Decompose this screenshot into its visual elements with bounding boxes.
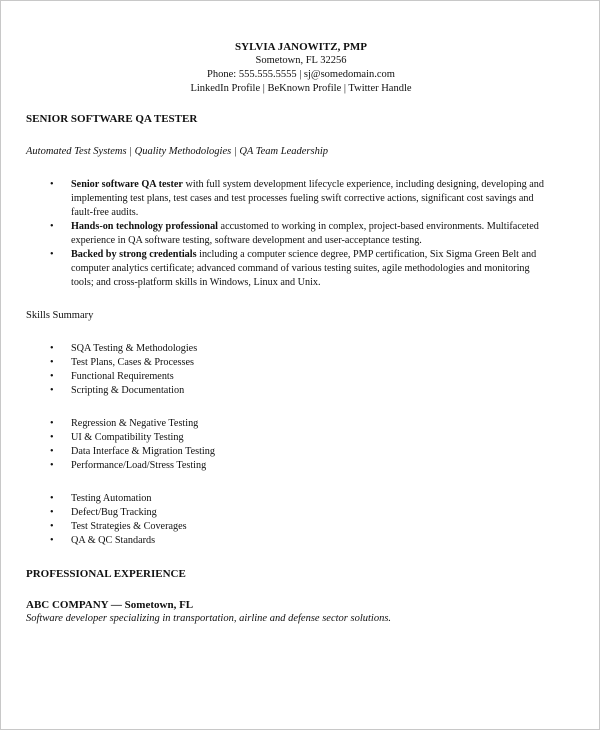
skills-group-3 <box>26 492 187 548</box>
candidate-contact: Phone: 555.555.5555 | sj@somedomain.com <box>207 69 395 80</box>
highlight-lead: Senior software QA tester <box>71 179 183 190</box>
bullet-icon: • <box>50 385 54 396</box>
skill-item: • Defect/Bug Tracking <box>50 507 157 518</box>
highlight-text: accustomed to working in complex, project-based environments. Multifaceted experience in QA software testing, software development and user-acceptance testing. <box>71 221 539 246</box>
skill-item: • QA & QC Standards <box>50 535 156 546</box>
skill-item: • Functional Requirements <box>50 371 174 382</box>
skill-item: • Test Plans, Cases & Processes <box>50 357 194 368</box>
bullet-icon: • <box>50 418 54 429</box>
bullet-icon: • <box>50 179 54 190</box>
company-description: Software developer specializing in transportation, airline and defense sector solutions. <box>26 613 392 624</box>
skill-item: • Scripting & Documentation <box>50 385 185 396</box>
bullet-icon: • <box>50 432 54 443</box>
skill-item: • Data Interface & Migration Testing <box>50 446 215 457</box>
highlight-text: with full system development lifecycle experience, including designing, developing and implementing test plans, test cases and test processes fueling swift corrective actions, significant cost savings and fault-free audits. <box>71 179 544 218</box>
highlight-item <box>26 178 546 220</box>
candidate-profiles: LinkedIn Profile | BeKnown Profile | Twitter Handle <box>190 83 412 94</box>
skills-summary-label: Skills Summary <box>26 310 94 321</box>
bullet-icon: • <box>50 535 54 546</box>
highlights-list <box>26 178 546 290</box>
bullet-icon: • <box>50 493 54 504</box>
skill-item: • Test Strategies & Coverages <box>50 521 187 532</box>
experience-heading: PROFESSIONAL EXPERIENCE <box>26 568 186 580</box>
bullet-icon: • <box>50 460 54 471</box>
bullet-icon: • <box>50 446 54 457</box>
skill-item: • Regression & Negative Testing <box>50 418 199 429</box>
resume-header <box>1 40 600 96</box>
bullet-icon: • <box>50 507 54 518</box>
candidate-name: SYLVIA JANOWITZ, PMP <box>235 41 367 53</box>
tagline: Automated Test Systems | Quality Methodologies | QA Team Leadership <box>26 146 328 157</box>
bullet-icon: • <box>50 521 54 532</box>
skills-group-1 <box>26 342 197 398</box>
highlight-lead: Backed by strong credentials <box>71 249 197 260</box>
bullet-icon: • <box>50 371 54 382</box>
bullet-icon: • <box>50 221 54 232</box>
highlight-item <box>26 220 546 248</box>
highlight-lead: Hands-on technology professional <box>71 221 218 232</box>
highlight-text: including a computer science degree, PMP certification, Six Sigma Green Belt and computer analytics certificate; advanced command of various testing suites, agile methodologies and monitoring tools; and cross-platform skills in Windows, Linux and Unix. <box>71 249 537 288</box>
candidate-address: Sometown, FL 32256 <box>255 55 347 66</box>
resume-title: SENIOR SOFTWARE QA TESTER <box>26 113 198 125</box>
bullet-icon: • <box>50 249 54 260</box>
skills-group-2 <box>26 417 215 473</box>
bullet-icon: • <box>50 357 54 368</box>
company-name: ABC COMPANY — Sometown, FL <box>26 599 194 611</box>
highlight-item <box>26 248 546 290</box>
skill-item: • Testing Automation <box>50 493 152 504</box>
skill-item: • SQA Testing & Methodologies <box>50 343 198 354</box>
skill-item: • UI & Compatibility Testing <box>50 432 184 443</box>
bullet-icon: • <box>50 343 54 354</box>
skill-item: • Performance/Load/Stress Testing <box>50 460 207 471</box>
